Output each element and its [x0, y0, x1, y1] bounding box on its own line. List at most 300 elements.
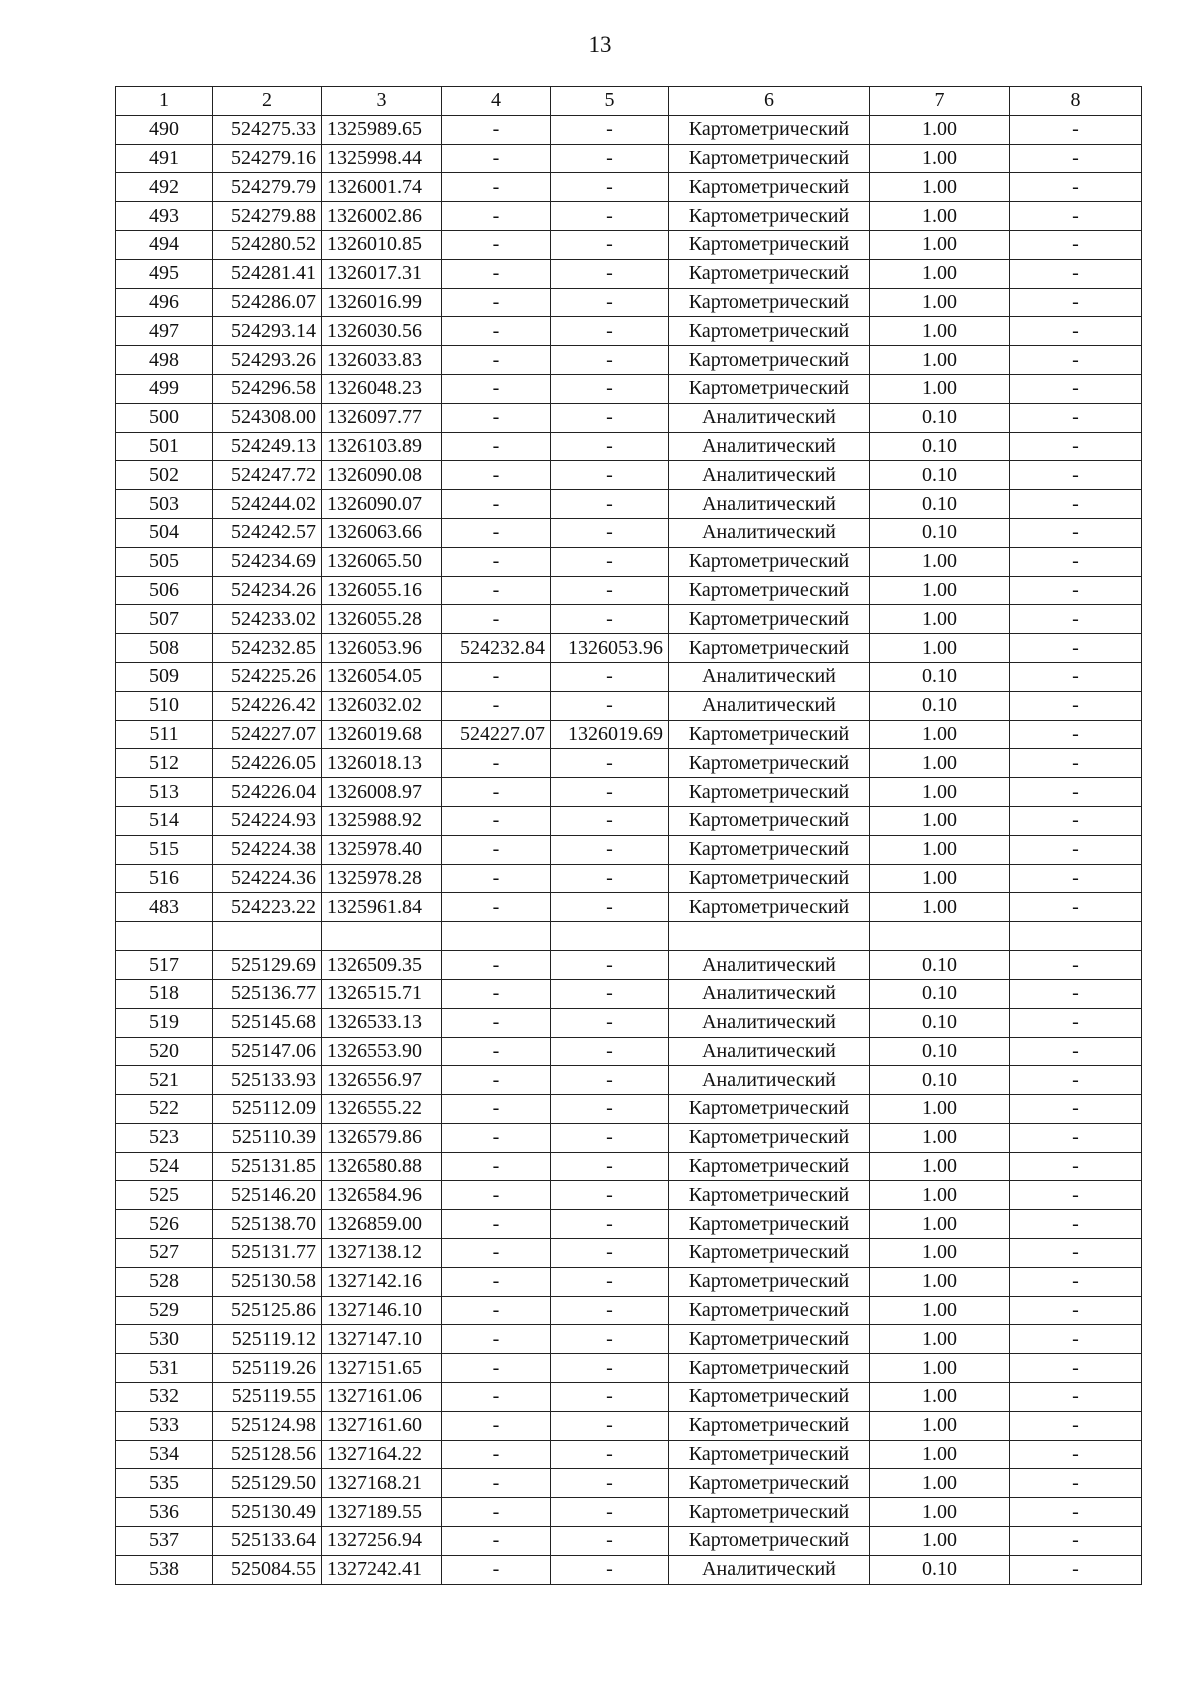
- cell-accuracy: 1.00: [870, 1411, 1010, 1440]
- cell-y-existing: -: [551, 259, 669, 288]
- cell-x-coordinate: 524293.14: [213, 317, 322, 346]
- cell-method: Картометрический: [669, 1527, 870, 1556]
- table-row: [116, 1239, 1142, 1268]
- cell-note: -: [1010, 576, 1142, 605]
- cell-y-existing: -: [551, 1411, 669, 1440]
- cell-note: -: [1010, 1066, 1142, 1095]
- cell-x-existing: -: [442, 835, 551, 864]
- cell-y-existing: -: [551, 202, 669, 231]
- cell-accuracy: 1.00: [870, 115, 1010, 144]
- cell-x-coordinate: 524232.85: [213, 634, 322, 663]
- cell-method: Картометрический: [669, 259, 870, 288]
- cell-y-coordinate: 1326090.07: [322, 490, 442, 519]
- cell-x-existing: -: [442, 1239, 551, 1268]
- table-row: [116, 374, 1142, 403]
- cell-method: Картометрический: [669, 1210, 870, 1239]
- cell-x-existing: -: [442, 1037, 551, 1066]
- cell-accuracy: 0.10: [870, 490, 1010, 519]
- cell-x-existing: -: [442, 230, 551, 259]
- cell-x-coordinate: 525131.85: [213, 1152, 322, 1181]
- cell-x-coordinate: 524280.52: [213, 230, 322, 259]
- cell-x-existing: -: [442, 259, 551, 288]
- cell-x-existing: -: [442, 346, 551, 375]
- cell-method: Картометрический: [669, 115, 870, 144]
- cell-y-existing: 1326019.69: [551, 720, 669, 749]
- cell-accuracy: 1.00: [870, 230, 1010, 259]
- cell-accuracy: 0.10: [870, 951, 1010, 980]
- cell-accuracy: 1.00: [870, 605, 1010, 634]
- cell-x-coordinate: 524249.13: [213, 432, 322, 461]
- table-row: [116, 1383, 1142, 1412]
- column-header-3: 3: [322, 87, 442, 116]
- cell-x-coordinate: 525147.06: [213, 1037, 322, 1066]
- cell-y-coordinate: 1326016.99: [322, 288, 442, 317]
- cell-point-number: 524: [116, 1152, 213, 1181]
- cell-note: -: [1010, 951, 1142, 980]
- cell-note: -: [1010, 1239, 1142, 1268]
- cell-accuracy: [870, 922, 1010, 951]
- cell-point-number: 507: [116, 605, 213, 634]
- cell-accuracy: 1.00: [870, 749, 1010, 778]
- cell-x-existing: -: [442, 1440, 551, 1469]
- cell-method: Картометрический: [669, 864, 870, 893]
- cell-x-existing: -: [442, 1555, 551, 1584]
- table-row: [116, 605, 1142, 634]
- cell-note: -: [1010, 1411, 1142, 1440]
- cell-note: -: [1010, 605, 1142, 634]
- cell-x-existing: 524232.84: [442, 634, 551, 663]
- cell-note: -: [1010, 778, 1142, 807]
- table-row: [116, 1008, 1142, 1037]
- table-body: [116, 115, 1142, 1584]
- cell-method: Аналитический: [669, 461, 870, 490]
- cell-y-existing: -: [551, 1239, 669, 1268]
- cell-method: Аналитический: [669, 432, 870, 461]
- cell-y-existing: -: [551, 951, 669, 980]
- cell-x-coordinate: 524226.42: [213, 691, 322, 720]
- cell-x-coordinate: 525146.20: [213, 1181, 322, 1210]
- table-row: [116, 461, 1142, 490]
- cell-y-existing: -: [551, 288, 669, 317]
- cell-accuracy: 0.10: [870, 403, 1010, 432]
- cell-method: Картометрический: [669, 835, 870, 864]
- cell-y-existing: -: [551, 1267, 669, 1296]
- cell-y-coordinate: 1326032.02: [322, 691, 442, 720]
- table-row: [116, 1527, 1142, 1556]
- cell-y-coordinate: 1326090.08: [322, 461, 442, 490]
- cell-method: Картометрический: [669, 202, 870, 231]
- cell-x-existing: -: [442, 317, 551, 346]
- column-header-2: 2: [213, 87, 322, 116]
- cell-x-coordinate: 525084.55: [213, 1555, 322, 1584]
- cell-y-coordinate: 1326055.28: [322, 605, 442, 634]
- cell-note: -: [1010, 1152, 1142, 1181]
- cell-method: Картометрический: [669, 806, 870, 835]
- cell-point-number: 537: [116, 1527, 213, 1556]
- cell-y-coordinate: 1327146.10: [322, 1296, 442, 1325]
- cell-y-coordinate: 1326556.97: [322, 1066, 442, 1095]
- cell-y-coordinate: 1325978.28: [322, 864, 442, 893]
- cell-accuracy: 0.10: [870, 518, 1010, 547]
- cell-method: Аналитический: [669, 951, 870, 980]
- table-row: [116, 951, 1142, 980]
- cell-y-coordinate: 1326555.22: [322, 1095, 442, 1124]
- cell-x-existing: -: [442, 1267, 551, 1296]
- table-row: [116, 576, 1142, 605]
- cell-x-existing: -: [442, 1411, 551, 1440]
- cell-x-coordinate: 524293.26: [213, 346, 322, 375]
- cell-y-coordinate: 1327161.06: [322, 1383, 442, 1412]
- cell-x-coordinate: 525125.86: [213, 1296, 322, 1325]
- table-row: [116, 1037, 1142, 1066]
- cell-y-coordinate: 1327147.10: [322, 1325, 442, 1354]
- cell-x-coordinate: 524223.22: [213, 893, 322, 922]
- cell-point-number: 506: [116, 576, 213, 605]
- cell-x-existing: -: [442, 864, 551, 893]
- table-row: [116, 1152, 1142, 1181]
- cell-y-coordinate: 1326065.50: [322, 547, 442, 576]
- cell-method: Картометрический: [669, 749, 870, 778]
- column-header-4: 4: [442, 87, 551, 116]
- cell-y-coordinate: 1326533.13: [322, 1008, 442, 1037]
- cell-x-existing: -: [442, 1181, 551, 1210]
- cell-accuracy: 1.00: [870, 778, 1010, 807]
- cell-y-existing: -: [551, 1037, 669, 1066]
- cell-x-existing: -: [442, 1066, 551, 1095]
- cell-x-existing: -: [442, 1498, 551, 1527]
- cell-y-coordinate: 1326008.97: [322, 778, 442, 807]
- cell-note: -: [1010, 691, 1142, 720]
- cell-note: -: [1010, 259, 1142, 288]
- cell-note: -: [1010, 547, 1142, 576]
- cell-y-coordinate: 1327161.60: [322, 1411, 442, 1440]
- cell-method: Картометрический: [669, 1239, 870, 1268]
- cell-method: Картометрический: [669, 576, 870, 605]
- table-row: [116, 1555, 1142, 1584]
- column-header-5: 5: [551, 87, 669, 116]
- cell-point-number: 493: [116, 202, 213, 231]
- cell-point-number: 530: [116, 1325, 213, 1354]
- cell-accuracy: 1.00: [870, 1440, 1010, 1469]
- table-row: [116, 691, 1142, 720]
- cell-note: -: [1010, 720, 1142, 749]
- cell-note: -: [1010, 518, 1142, 547]
- cell-point-number: 510: [116, 691, 213, 720]
- cell-note: -: [1010, 1267, 1142, 1296]
- cell-y-existing: -: [551, 749, 669, 778]
- cell-y-existing: -: [551, 1527, 669, 1556]
- cell-point-number: 535: [116, 1469, 213, 1498]
- cell-method: Картометрический: [669, 1296, 870, 1325]
- cell-point-number: 525: [116, 1181, 213, 1210]
- cell-point-number: 531: [116, 1354, 213, 1383]
- cell-y-coordinate: 1326579.86: [322, 1123, 442, 1152]
- cell-point-number: 534: [116, 1440, 213, 1469]
- cell-accuracy: 1.00: [870, 1469, 1010, 1498]
- cell-method: Картометрический: [669, 1123, 870, 1152]
- cell-x-coordinate: 524279.16: [213, 144, 322, 173]
- cell-point-number: [116, 922, 213, 951]
- cell-y-coordinate: 1327242.41: [322, 1555, 442, 1584]
- cell-y-existing: -: [551, 806, 669, 835]
- cell-method: Картометрический: [669, 1411, 870, 1440]
- cell-point-number: 504: [116, 518, 213, 547]
- cell-y-coordinate: 1326515.71: [322, 979, 442, 1008]
- table-row: [116, 288, 1142, 317]
- cell-y-existing: -: [551, 1498, 669, 1527]
- cell-x-coordinate: 524279.79: [213, 173, 322, 202]
- cell-note: -: [1010, 662, 1142, 691]
- cell-x-existing: -: [442, 288, 551, 317]
- cell-y-existing: -: [551, 1555, 669, 1584]
- cell-y-existing: -: [551, 1095, 669, 1124]
- cell-note: -: [1010, 1354, 1142, 1383]
- cell-accuracy: 1.00: [870, 1527, 1010, 1556]
- cell-note: -: [1010, 893, 1142, 922]
- cell-point-number: 529: [116, 1296, 213, 1325]
- table-row: [116, 144, 1142, 173]
- cell-method: Картометрический: [669, 1440, 870, 1469]
- cell-note: -: [1010, 634, 1142, 663]
- cell-y-existing: -: [551, 662, 669, 691]
- cell-x-coordinate: 525110.39: [213, 1123, 322, 1152]
- cell-x-existing: -: [442, 547, 551, 576]
- cell-accuracy: 1.00: [870, 1354, 1010, 1383]
- cell-x-existing: -: [442, 951, 551, 980]
- cell-method: Аналитический: [669, 1037, 870, 1066]
- table-row: [116, 893, 1142, 922]
- table-row: [116, 778, 1142, 807]
- cell-x-coordinate: 524308.00: [213, 403, 322, 432]
- cell-accuracy: 1.00: [870, 1123, 1010, 1152]
- cell-y-coordinate: 1326859.00: [322, 1210, 442, 1239]
- cell-point-number: 500: [116, 403, 213, 432]
- cell-x-coordinate: 524247.72: [213, 461, 322, 490]
- cell-x-existing: -: [442, 749, 551, 778]
- cell-accuracy: 1.00: [870, 634, 1010, 663]
- cell-accuracy: 1.00: [870, 1267, 1010, 1296]
- cell-note: -: [1010, 1555, 1142, 1584]
- cell-method: Аналитический: [669, 403, 870, 432]
- cell-x-coordinate: 525129.69: [213, 951, 322, 980]
- cell-y-coordinate: 1327164.22: [322, 1440, 442, 1469]
- table-row: [116, 1469, 1142, 1498]
- table-row: [116, 864, 1142, 893]
- cell-x-coordinate: 525133.64: [213, 1527, 322, 1556]
- cell-point-number: 520: [116, 1037, 213, 1066]
- cell-accuracy: 1.00: [870, 864, 1010, 893]
- cell-y-existing: 1326053.96: [551, 634, 669, 663]
- cell-y-coordinate: 1325989.65: [322, 115, 442, 144]
- cell-accuracy: 1.00: [870, 547, 1010, 576]
- cell-x-coordinate: 524224.36: [213, 864, 322, 893]
- cell-method: Аналитический: [669, 518, 870, 547]
- cell-x-existing: -: [442, 806, 551, 835]
- cell-x-existing: -: [442, 979, 551, 1008]
- cell-point-number: 503: [116, 490, 213, 519]
- cell-y-coordinate: 1326053.96: [322, 634, 442, 663]
- cell-x-existing: -: [442, 115, 551, 144]
- cell-method: Картометрический: [669, 1383, 870, 1412]
- cell-y-existing: -: [551, 1325, 669, 1354]
- table-row: [116, 1296, 1142, 1325]
- cell-y-existing: -: [551, 346, 669, 375]
- cell-y-existing: -: [551, 1210, 669, 1239]
- table-row: [116, 1411, 1142, 1440]
- cell-y-coordinate: 1326048.23: [322, 374, 442, 403]
- cell-y-coordinate: 1327189.55: [322, 1498, 442, 1527]
- cell-x-coordinate: 525131.77: [213, 1239, 322, 1268]
- cell-point-number: 527: [116, 1239, 213, 1268]
- cell-accuracy: 1.00: [870, 1095, 1010, 1124]
- cell-y-coordinate: 1326001.74: [322, 173, 442, 202]
- cell-y-existing: -: [551, 835, 669, 864]
- cell-x-coordinate: 524296.58: [213, 374, 322, 403]
- cell-method: [669, 922, 870, 951]
- cell-note: -: [1010, 1181, 1142, 1210]
- cell-point-number: 499: [116, 374, 213, 403]
- table-row: [116, 1181, 1142, 1210]
- cell-x-coordinate: 524225.26: [213, 662, 322, 691]
- cell-y-existing: -: [551, 1469, 669, 1498]
- table-row: [116, 518, 1142, 547]
- cell-x-existing: -: [442, 1008, 551, 1037]
- cell-y-existing: -: [551, 173, 669, 202]
- cell-method: Картометрический: [669, 547, 870, 576]
- table-row: [116, 1354, 1142, 1383]
- cell-accuracy: 1.00: [870, 346, 1010, 375]
- table-row: [116, 1267, 1142, 1296]
- table-row: [116, 317, 1142, 346]
- cell-y-existing: -: [551, 691, 669, 720]
- cell-accuracy: 1.00: [870, 374, 1010, 403]
- cell-y-existing: [551, 922, 669, 951]
- cell-y-coordinate: 1326097.77: [322, 403, 442, 432]
- cell-y-existing: -: [551, 1008, 669, 1037]
- cell-point-number: 532: [116, 1383, 213, 1412]
- cell-method: Аналитический: [669, 662, 870, 691]
- cell-x-existing: -: [442, 778, 551, 807]
- cell-x-existing: -: [442, 1383, 551, 1412]
- cell-note: -: [1010, 461, 1142, 490]
- cell-accuracy: 0.10: [870, 979, 1010, 1008]
- cell-y-existing: -: [551, 605, 669, 634]
- cell-x-coordinate: 525119.12: [213, 1325, 322, 1354]
- cell-method: Картометрический: [669, 634, 870, 663]
- cell-point-number: 528: [116, 1267, 213, 1296]
- cell-accuracy: 1.00: [870, 893, 1010, 922]
- cell-accuracy: 1.00: [870, 259, 1010, 288]
- cell-note: -: [1010, 288, 1142, 317]
- cell-y-existing: -: [551, 778, 669, 807]
- table-row: [116, 720, 1142, 749]
- table-row: [116, 634, 1142, 663]
- cell-point-number: 538: [116, 1555, 213, 1584]
- table-row: [116, 173, 1142, 202]
- cell-accuracy: 1.00: [870, 1296, 1010, 1325]
- cell-point-number: 513: [116, 778, 213, 807]
- cell-y-coordinate: 1326010.85: [322, 230, 442, 259]
- cell-point-number: 515: [116, 835, 213, 864]
- cell-note: -: [1010, 864, 1142, 893]
- cell-method: Картометрический: [669, 288, 870, 317]
- cell-y-existing: -: [551, 864, 669, 893]
- table-row: [116, 230, 1142, 259]
- cell-y-existing: -: [551, 490, 669, 519]
- cell-y-existing: -: [551, 518, 669, 547]
- cell-note: -: [1010, 1383, 1142, 1412]
- cell-y-existing: -: [551, 576, 669, 605]
- cell-y-existing: -: [551, 374, 669, 403]
- cell-method: Картометрический: [669, 778, 870, 807]
- cell-y-existing: -: [551, 547, 669, 576]
- cell-y-coordinate: [322, 922, 442, 951]
- cell-accuracy: 1.00: [870, 1239, 1010, 1268]
- column-header-8: 8: [1010, 87, 1142, 116]
- table-row: [116, 979, 1142, 1008]
- cell-x-coordinate: 525129.50: [213, 1469, 322, 1498]
- cell-x-coordinate: 525133.93: [213, 1066, 322, 1095]
- cell-accuracy: 1.00: [870, 1383, 1010, 1412]
- cell-accuracy: 1.00: [870, 806, 1010, 835]
- cell-note: -: [1010, 1325, 1142, 1354]
- cell-x-coordinate: 524226.04: [213, 778, 322, 807]
- cell-note: -: [1010, 1037, 1142, 1066]
- cell-point-number: 536: [116, 1498, 213, 1527]
- cell-point-number: 511: [116, 720, 213, 749]
- cell-x-existing: -: [442, 605, 551, 634]
- cell-y-coordinate: 1326054.05: [322, 662, 442, 691]
- cell-note: -: [1010, 317, 1142, 346]
- cell-method: Картометрический: [669, 346, 870, 375]
- cell-x-existing: -: [442, 461, 551, 490]
- cell-y-existing: -: [551, 1066, 669, 1095]
- cell-method: Картометрический: [669, 1152, 870, 1181]
- cell-point-number: 492: [116, 173, 213, 202]
- cell-x-coordinate: 525119.26: [213, 1354, 322, 1383]
- cell-y-existing: -: [551, 1383, 669, 1412]
- cell-point-number: 498: [116, 346, 213, 375]
- cell-accuracy: 1.00: [870, 288, 1010, 317]
- table-row: [116, 115, 1142, 144]
- cell-y-coordinate: 1326584.96: [322, 1181, 442, 1210]
- cell-y-coordinate: 1326103.89: [322, 432, 442, 461]
- cell-x-coordinate: 525136.77: [213, 979, 322, 1008]
- cell-point-number: 483: [116, 893, 213, 922]
- cell-x-coordinate: 524234.69: [213, 547, 322, 576]
- cell-point-number: 512: [116, 749, 213, 778]
- cell-y-existing: -: [551, 1181, 669, 1210]
- cell-x-coordinate: 524224.93: [213, 806, 322, 835]
- cell-y-coordinate: 1327142.16: [322, 1267, 442, 1296]
- cell-y-existing: -: [551, 979, 669, 1008]
- cell-point-number: 509: [116, 662, 213, 691]
- table-row: [116, 749, 1142, 778]
- cell-y-coordinate: 1326580.88: [322, 1152, 442, 1181]
- cell-x-existing: -: [442, 144, 551, 173]
- cell-method: Картометрический: [669, 230, 870, 259]
- cell-note: -: [1010, 749, 1142, 778]
- table-header: [116, 87, 1142, 116]
- cell-y-coordinate: 1326033.83: [322, 346, 442, 375]
- cell-note: -: [1010, 403, 1142, 432]
- cell-note: [1010, 922, 1142, 951]
- cell-y-coordinate: 1326017.31: [322, 259, 442, 288]
- cell-x-existing: [442, 922, 551, 951]
- cell-method: Аналитический: [669, 490, 870, 519]
- cell-x-coordinate: 525130.58: [213, 1267, 322, 1296]
- cell-y-coordinate: 1326509.35: [322, 951, 442, 980]
